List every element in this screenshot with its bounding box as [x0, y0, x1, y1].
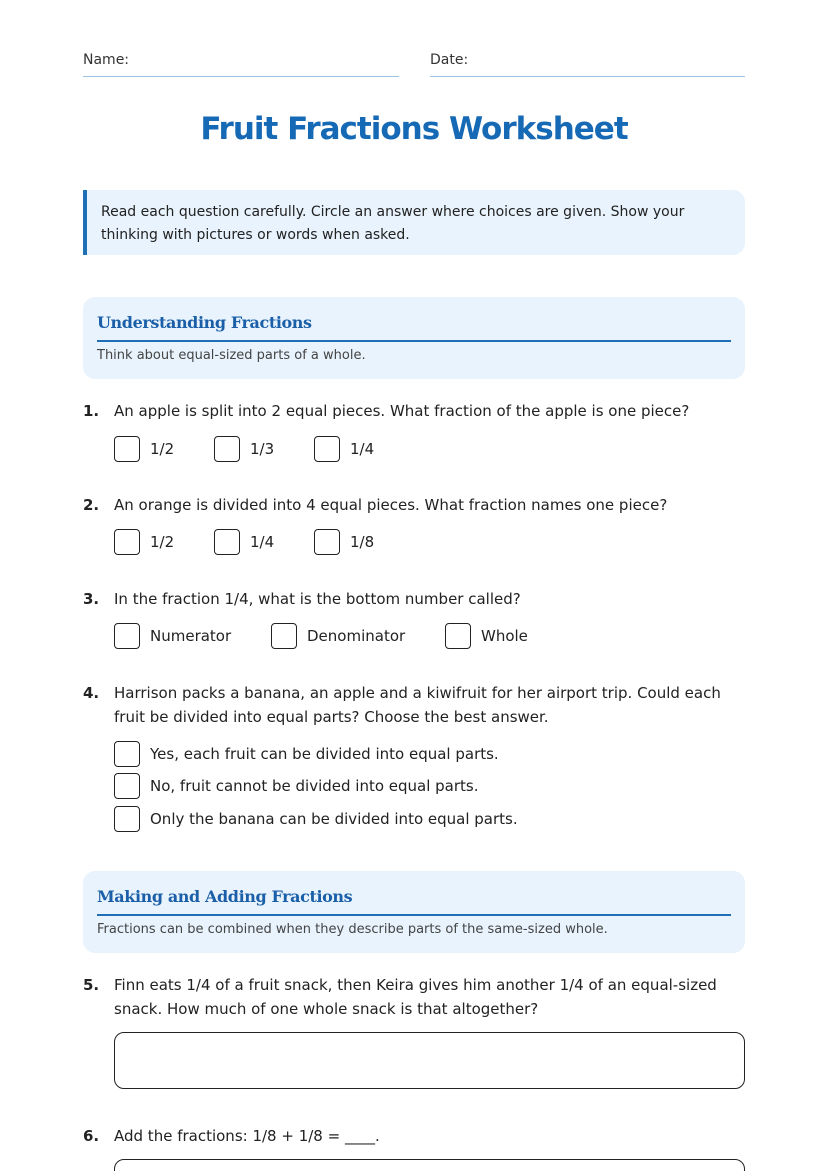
instructions-box: [83, 190, 745, 255]
worksheet-title: Fruit Fractions Worksheet: [200, 111, 628, 147]
option-label: Yes, each fruit can be divided into equal parts.: [150, 745, 499, 763]
checkbox[interactable]: [114, 741, 140, 767]
question-text: An apple is split into 2 equal pieces. What fraction of the apple is one piece?: [114, 402, 690, 420]
option-label: Denominator: [307, 627, 406, 645]
date-label: Date:: [430, 52, 469, 68]
checkbox[interactable]: [214, 436, 240, 462]
checkbox[interactable]: [114, 623, 140, 649]
option-label: Whole: [481, 627, 528, 645]
question-number: 1.: [83, 402, 100, 420]
question-number: 3.: [83, 590, 100, 608]
instructions-text: Read each question carefully. Circle an answer where choices are given. Show your thinking with pictures or words when asked.: [101, 204, 685, 243]
section-making-adding-fractions: [83, 871, 745, 953]
question-text: Finn eats 1/4 of a fruit snack, then Keira gives him another 1/4 of an equal-sized snack. How much of one whole snack is that altogether?: [114, 976, 717, 1018]
checkbox[interactable]: [314, 529, 340, 555]
option-label: 1/4: [350, 440, 375, 458]
option-label: 1/2: [150, 440, 175, 458]
checkbox[interactable]: [114, 436, 140, 462]
question-3: [83, 587, 745, 611]
question-6: [83, 1124, 745, 1148]
question-number: 5.: [83, 976, 100, 994]
checkbox[interactable]: [271, 623, 297, 649]
question-number: 4.: [83, 684, 100, 702]
section-title: Understanding Fractions: [97, 313, 731, 342]
option-label: No, fruit cannot be divided into equal parts.: [150, 777, 479, 795]
q6-answer-box[interactable]: [114, 1159, 745, 1171]
name-field[interactable]: [83, 52, 399, 77]
question-5: [83, 973, 745, 1021]
section-subtitle: Think about equal-sized parts of a whole.: [97, 348, 366, 363]
question-text: An orange is divided into 4 equal pieces. What fraction names one piece?: [114, 496, 668, 514]
question-number: 2.: [83, 496, 100, 514]
question-text: Harrison packs a banana, an apple and a kiwifruit for her airport trip. Could each fruit be divided into equal parts? Choose the best answer.: [114, 684, 721, 726]
checkbox[interactable]: [114, 806, 140, 832]
section-understanding-fractions: [83, 297, 745, 379]
option-label: 1/4: [250, 533, 275, 551]
question-4: [83, 681, 745, 729]
date-field[interactable]: [430, 52, 745, 77]
checkbox[interactable]: [114, 529, 140, 555]
option-label: 1/3: [250, 440, 275, 458]
checkbox[interactable]: [314, 436, 340, 462]
question-1: [83, 399, 745, 423]
checkbox[interactable]: [214, 529, 240, 555]
section-subtitle: Fractions can be combined when they describe parts of the same-sized whole.: [97, 922, 608, 937]
name-label: Name:: [83, 52, 130, 68]
question-number: 6.: [83, 1127, 100, 1145]
checkbox[interactable]: [445, 623, 471, 649]
section-title: Making and Adding Fractions: [97, 887, 731, 916]
option-label: 1/8: [350, 533, 375, 551]
question-2: [83, 493, 745, 517]
question-text: In the fraction 1/4, what is the bottom number called?: [114, 590, 521, 608]
question-text: Add the fractions: 1/8 + 1/8 = ____.: [114, 1127, 380, 1145]
option-label: 1/2: [150, 533, 175, 551]
q5-answer-box[interactable]: [114, 1032, 745, 1089]
option-label: Numerator: [150, 627, 232, 645]
option-label: Only the banana can be divided into equal parts.: [150, 810, 518, 828]
checkbox[interactable]: [114, 773, 140, 799]
